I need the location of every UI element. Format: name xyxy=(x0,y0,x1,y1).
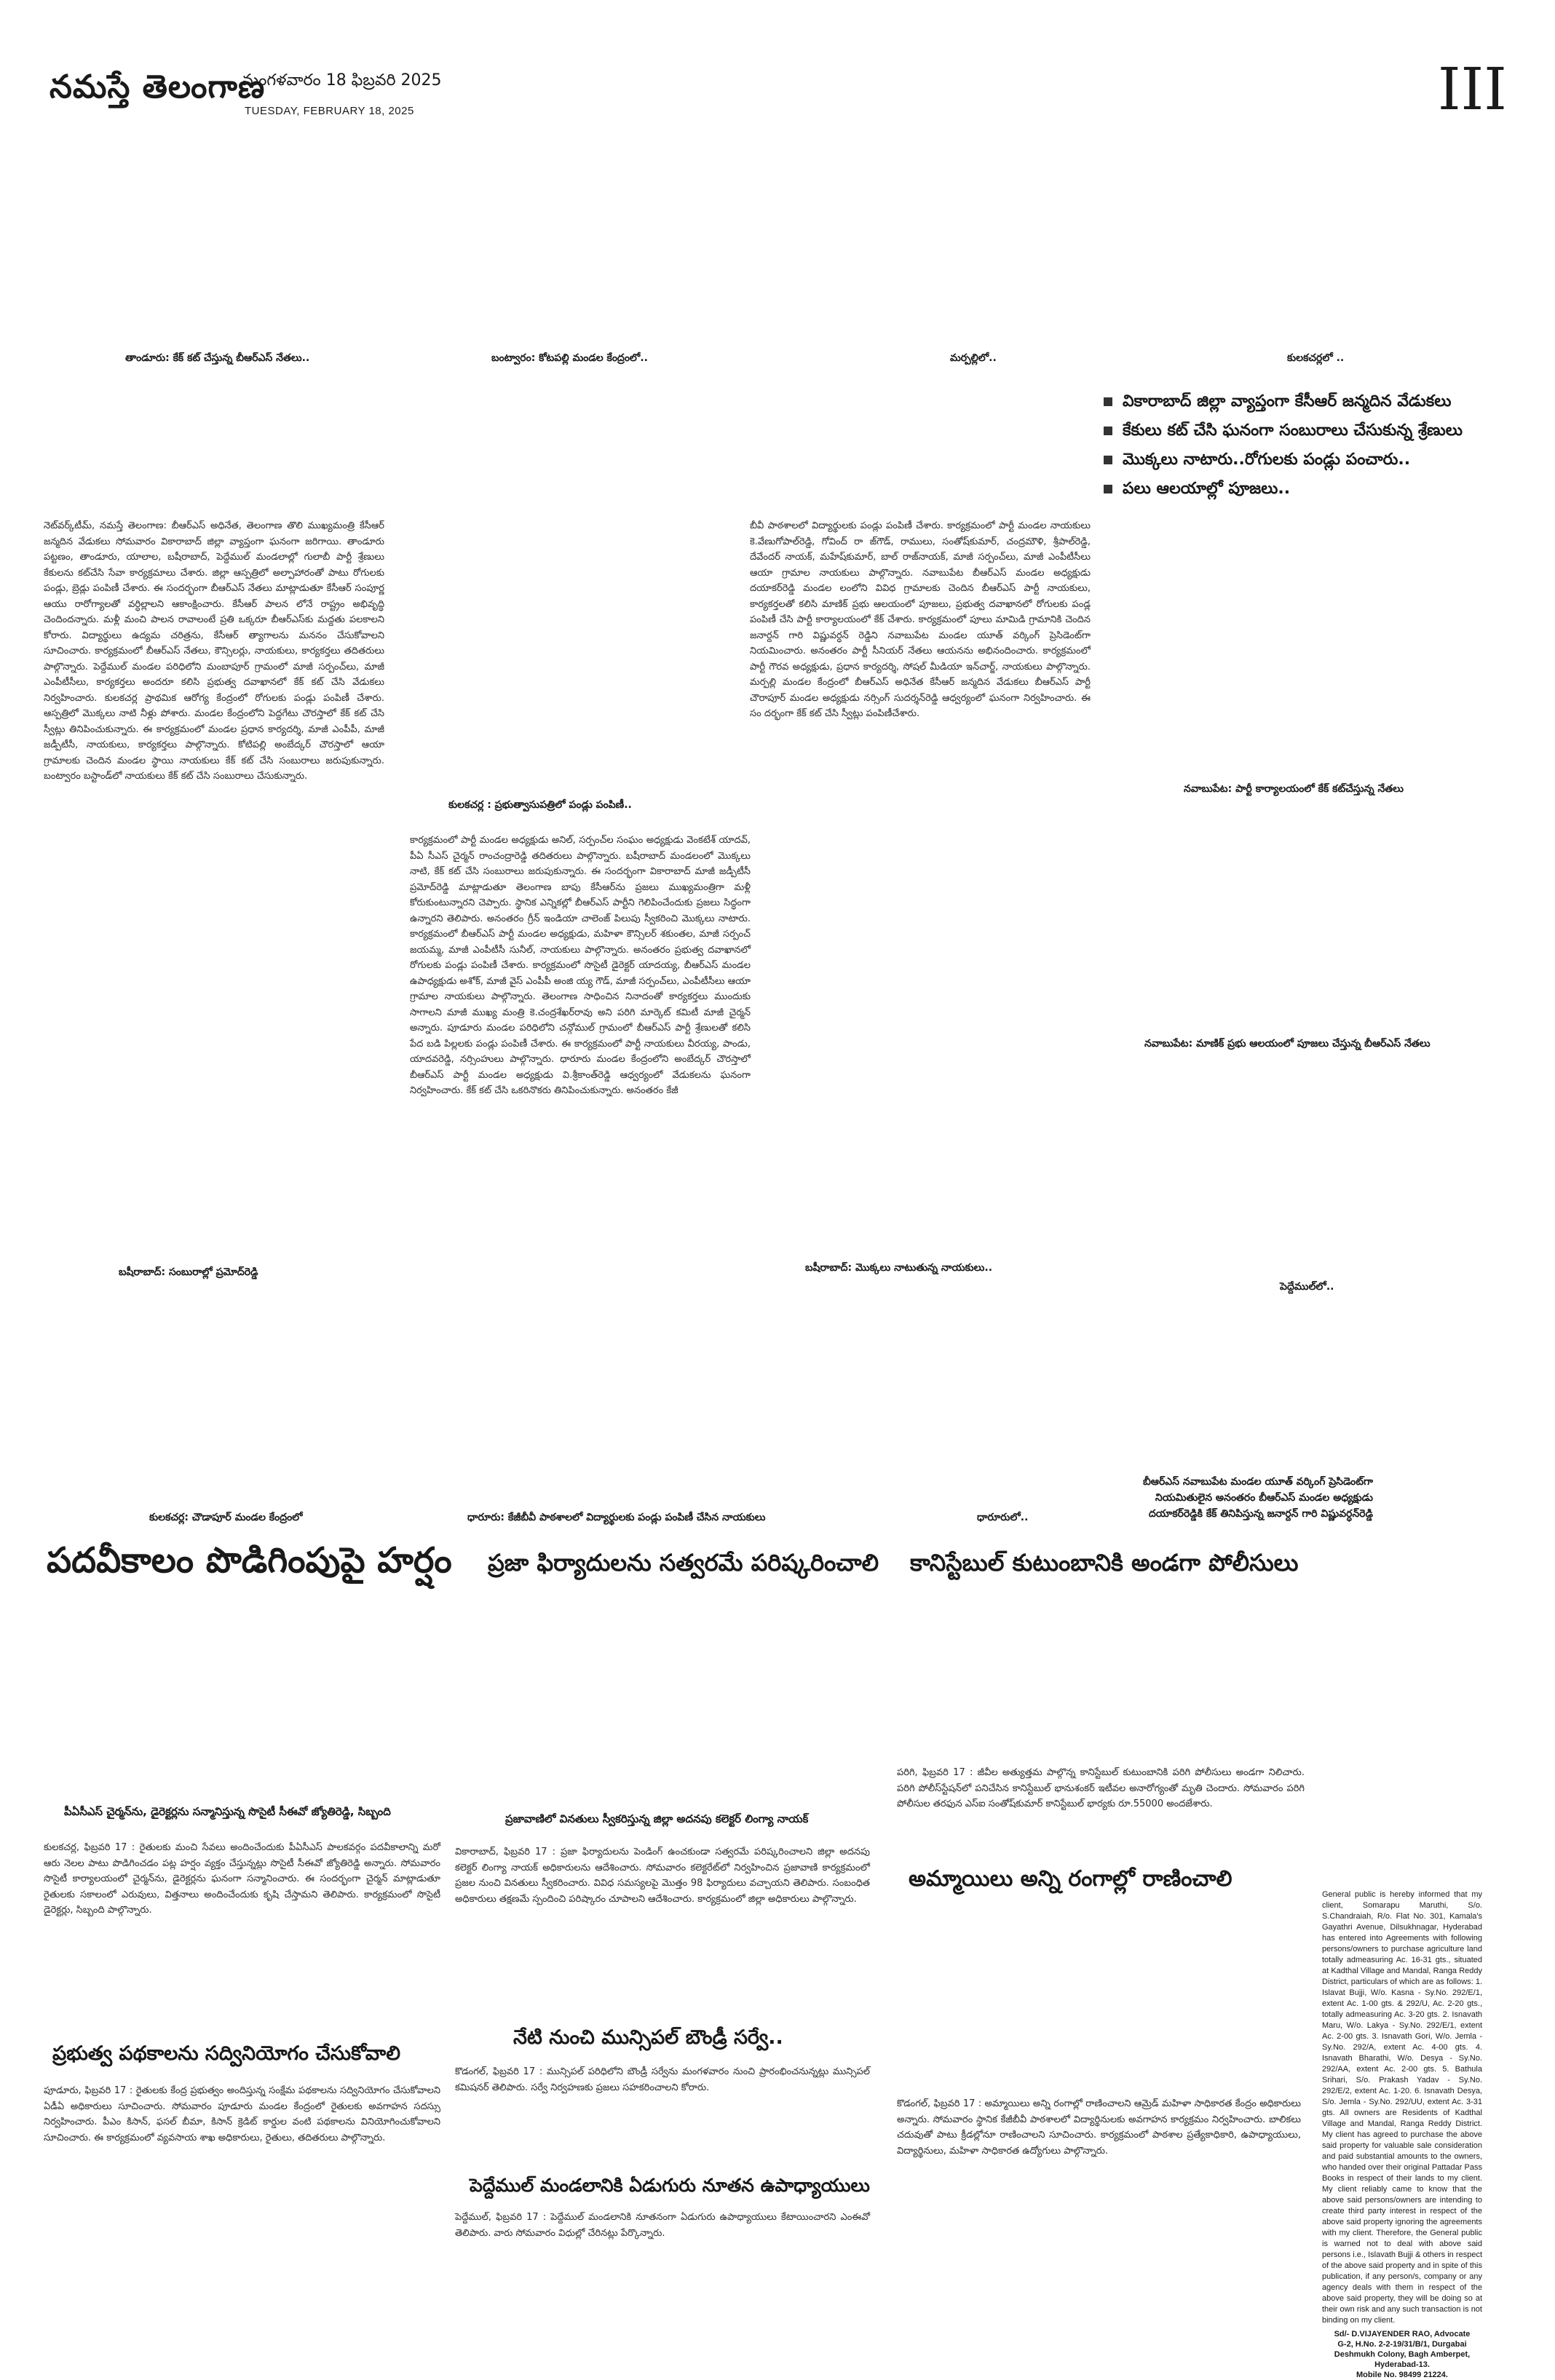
highlight-item xyxy=(1104,475,1463,504)
headline-govt-schemes: ప్రభుత్వ పథకాలను సద్వినియోగం చేసుకోవాలి xyxy=(52,2042,400,2065)
photo-caption: బషీరాబాద్: సంబురాల్లో ప్రమోద్‌రెడ్డి xyxy=(119,1266,258,1278)
photo-caption: నవాబుపేట: మాణిక్ ప్రభు ఆలయంలో పూజలు చేస్తున్న బీఆర్ఎస్ నేతలు xyxy=(1144,1038,1431,1050)
photo-caption: ధారూరులో.. xyxy=(977,1512,1029,1523)
bullet-square-icon xyxy=(1104,485,1112,493)
caption-line: బీఆర్ఎస్ నవాబుపేట మండల యూత్ వర్కింగ్ ప్రెసిడెంట్‌గా xyxy=(1143,1476,1373,1488)
photo-caption: కులకచర్ల : ప్రభుత్వాసుపత్రిలో పండ్లు పంపిణీ.. xyxy=(448,799,632,811)
photo-caption: బషీరాబాద్: మొక్కలు నాటుతున్న నాయకులు.. xyxy=(805,1262,993,1274)
story-term-extension-body: కులకచర్ల, ఫిబ్రవరి 17 : రైతులకు మంచి సేవలు అందించేందుకు పీఏసీఎస్ పాలకవర్గం పదవీకాలాన్ని మరో ఆరు నెలల పాటు పొడిగించడం పట్ల హర్షం వ్యక్తం చేస్తున్నట్లు సొసైటీ సీఈవో జ్యోతిరెడ్డి అన్నారు. సోమవారం సొసైటీ కార్యాలయంలో చైర్మన్‌ను, డైరెక్టర్లను ఘనంగా సన్మానించారు. ఈ సందర్భంగా చైర్మన్ మాట్లాడుతూ రైతులకు సకాలంలో ఎరువులు, విత్తనాలు అందించేందుకు కృషి చేస్తామని తెలిపారు. కార్యక్రమంలో సొసైటీ డైరెక్టర్లు, సిబ్బంది పాల్గొన్నారు. xyxy=(44,1842,440,1916)
page-number: III xyxy=(1438,55,1507,123)
photo-caption: పీఏసీఎస్ చైర్మన్‌ను, డైరెక్టర్లను సన్మానిస్తున్న సొసైటీ సీఈవో జ్యోతిరెడ్డి, సిబ్బంది xyxy=(64,1805,391,1818)
photo-caption: ప్రజావాణిలో వినతులు స్వీకరిస్తున్న జిల్లా అదనపు కలెక్టర్ లింగ్యా నాయక్ xyxy=(505,1812,809,1825)
highlight-text: వికారాబాద్ జిల్లా వ్యాప్తంగా కేసీఆర్ జన్మదిన వేడుకలు xyxy=(1123,392,1452,410)
story-public-complaints-body: వికారాబాద్, ఫిబ్రవరి 17 : ప్రజా ఫిర్యాదులను పెండింగ్ ఉంచకుండా సత్వరమే పరిష్కరించాలని జిల్లా అదనపు కలెక్టర్ లింగ్యా నాయక్ అధికారులను ఆదేశించారు. సోమవారం కలెక్టరేట్‌లో నిర్వహించిన ప్రజావాణి కార్యక్రమంలో ప్రజల నుంచి వినతులు స్వీకరించారు. వివిధ సమస్యలపై మొత్తం 98 ఫిర్యాదులు వచ్చాయని తెలిపారు. సంబంధిత అధికారులు తక్షణమే స్పందించి పరిష్కారం చూపాలని ఆదేశించారు. కార్యక్రమంలో జిల్లా అధికారులు పాల్గొన్నారు. xyxy=(455,1847,870,1905)
highlight-item xyxy=(1104,416,1463,445)
headline-girls-excel: అమ్మాయిలు అన్ని రంగాల్లో రాణించాలి xyxy=(909,1866,1232,1892)
photo-caption: మర్పల్లిలో.. xyxy=(950,352,997,364)
newspaper-logo: నమస్తే తెలంగాణ xyxy=(50,68,266,106)
highlight-text: కేకులు కట్ చేసి ఘనంగా సంబురాలు చేసుకున్న శ్రేణులు xyxy=(1123,421,1463,440)
headline-police-support: కానిస్టేబుల్ కుటుంబానికి అండగా పోలీసులు xyxy=(910,1549,1299,1576)
highlights-list xyxy=(1104,387,1463,504)
headline-new-teachers: పెద్దేముల్ మండలానికి ఏడుగురు నూతన ఉపాధ్యాయులు xyxy=(470,2175,870,2196)
highlight-text: పలు ఆలయాల్లో పూజలు.. xyxy=(1123,480,1291,498)
story-police-support-body: పరిగి, ఫిబ్రవరి 17 : జీవీల అత్యుత్తమ పాల్గొన్న కానిస్టేబుల్ కుటుంబానికి పరిగి పోలీసులు అండగా నిలిచారు. పరిగి పోలీస్‌స్టేషన్‌లో పనిచేసిన కానిస్టేబుల్ భానుశంకర్ ఇటీవల అనారోగ్యంతో మృతి చెందారు. సోమవారం పరిగి పోలీసుల తరఫున ఎస్ఐ సంతోష్‌కుమార్ కానిస్టేబుల్ భార్యకు రూ.55000 అందజేశారు. xyxy=(897,1767,1305,1809)
story-boundary-survey-body: కొడంగల్, ఫిబ్రవరి 17 : మున్సిపల్ పరిధిలోని బౌండ్రీ సర్వేను మంగళవారం నుంచి ప్రారంభించనున్నట్లు మున్సిపల్ కమిషనర్ తెలిపారు. సర్వే నిర్వహణకు ప్రజలు సహకరించాలని కోరారు. xyxy=(455,2066,870,2093)
bullet-square-icon xyxy=(1104,427,1112,435)
bullet-square-icon xyxy=(1104,456,1112,464)
caption-line: దయాకర్‌రెడ్డికి కేక్ తినిపిస్తున్న జనార్దన్ గారి విష్ణువర్ధన్‌రెడ్డి xyxy=(1148,1508,1373,1520)
article-column-3: బీవీ పాఠశాలలో విద్యార్థులకు పండ్లు పంపిణీ చేశారు. కార్యక్రమంలో పార్టీ మండల నాయకులు కె.వేణుగోపాల్‌రెడ్డి, గోవింద్ రా జ్‌గౌడ్, రాములు, సంతోష్‌కుమార్, చంద్రమౌళి, శ్రీపాల్‌రెడ్డి, దేవేందర్ నాయక్, మహేష్‌కుమార్, బాల్ రాజ్‌నాయక్, మాజీ సర్పంచ్‌లు, మాజీ ఎంపీటీసీలు ఆయా గ్రామాల నాయకులు పాల్గొన్నారు. నవాబుపేట బీఆర్ఎస్ మండల అధ్యక్షుడు దయాకర్‌రెడ్డి మండల లంలోని వివిధ గ్రామాలకు చెందిన బీఆర్ఎస్ పార్టీ నాయకులు, కార్యకర్తలతో కలిసి మాణిక్ ప్రభు ఆలయంలో పూజలు, ప్రభుత్వ దవాఖానలో రోగులకు పండ్ల పంపిణీ చేసి పార్టీ కార్యాలయంలో కేక్ చేశారు. కార్యక్రమంలో పూలు మామిడి గ్రామానికి చెందిన జనార్దన్ గారి విష్ణువర్ధన్ రెడ్డిని నవాబుపేట మండల యూత్ వర్కింగ్ ప్రెసిడెంట్‌గా నియమించారు. అనంతరం పార్టీ సీనియర్ నేతలు ఆయనను అభినందించారు. కార్యక్రమంలో పార్టీ గౌరవ అధ్యక్షుడు, ప్రధాన కార్యదర్శి, సోషల్ మీడియా ఇన్‌చార్జ్, నాయకులు పాల్గొన్నారు. మర్పల్లి మండల కేంద్రంలో బీఆర్ఎస్ అధినేత కేసీఆర్ జన్మదిన వేడుకలు బీఆర్ఎస్ పార్టీ చౌరాపూర్ మండల అధ్యక్షుడు నర్సింగ్ సుదర్శన్‌రెడ్డి ఆధ్వర్యంలో ఘనంగా నిర్వహించారు. ఈ సం దర్భంగా కేక్ కట్ చేసి స్వీట్లు పంపిణీచేశారు. xyxy=(750,520,1091,719)
headline-term-extension: పదవీకాలం పొడిగింపుపై హర్షం xyxy=(47,1540,452,1581)
story-girls-excel-body: కొడంగల్, ఫిబ్రవరి 17 : అమ్మాయిలు అన్ని రంగాల్లో రాణించాలని ఆమ్రెడ్ మహిళా సాధికారత కేంద్రం అధికారులు అన్నారు. సోమవారం స్థానిక కేజీబీవీ పాఠశాలలో విద్యార్థినులకు అవగాహన కార్యక్రమం నిర్వహించారు. బాలికలు చదువుతో పాటు క్రీడల్లోనూ రాణించాలని సూచించారు. కార్యక్రమంలో పాఠశాల ప్రత్యేకాధికారి, ఉపాధ్యాయులు, విద్యార్థినులు, మహిళా సాధికారత ఉద్యోగులు పాల్గొన్నారు. xyxy=(897,2098,1301,2157)
legal-notice-mobile: Mobile No. 98499 21224. xyxy=(1356,2371,1448,2379)
date-english: TUESDAY, FEBRUARY 18, 2025 xyxy=(245,105,414,117)
photo-caption: ధారూరు: కేజీబీవీ పాఠశాలలో విద్యార్థులకు పండ్లు పంపిణీ చేసిన నాయకులు xyxy=(467,1512,766,1523)
story-govt-schemes-body: పూడూరు, ఫిబ్రవరి 17 : రైతులకు కేంద్ర ప్రభుత్వం అందిస్తున్న సంక్షేమ పథకాలను సద్వినియోగం చేసుకోవాలని ఏడీఏ అధికారులు సూచించారు. సోమవారం పూడూరు మండల కేంద్రంలో రైతులకు అవగాహన సదస్సు నిర్వహించారు. పీఎం కిసాన్, ఫసల్ బీమా, కిసాన్ క్రెడిట్ కార్డుల వంటి పథకాలను వినియోగించుకోవాలని సూచించారు. ఈ కార్యక్రమంలో వ్యవసాయ శాఖ అధికారులు, రైతులు, తదితరులు పాల్గొన్నారు. xyxy=(44,2085,440,2143)
date-telugu: మంగళవారం 18 ఫిబ్రవరి 2025 xyxy=(242,71,442,90)
legal-notice-body: General public is hereby informed that my client, Somarapu Maruthi, S/o. S.Chandraiah, R/o. Flat No. 301, Kamala's Gayathri Avenue, Dilsukhnagar, Hyderabad has entered into Agreements with following persons/owners to purchase agriculture land totally admeasuring Ac. 16-31 gts., situated at Kadthal Village and Mandal, Ranga Reddy District, particulars of which are as follows: 1. Islavat Bujji, W/o. Kasna - Sy.No. 292/E/1, extent Ac. 1-00 gts. & 292/U, Ac. 2-20 gts., totally admeasuring Ac. 3-20 gts. 2. Isnavath Maru, W/o. Lakya - Sy.No. 292/E/1, extent Ac. 2-00 gts. 3. Isnavath Gori, W/o. Jemla - Sy.No. 292/A, extent Ac. 4-00 gts. 4. Isnavath Bharathi, W/o. Desya - Sy.No. 292/AA, extent Ac. 2-00 gts. 5. Bathula Srihari, S/o. Prakash Yadav - Sy.No. 292/E/2, extent Ac. 1-20. 6. Isnavath Desya, S/o. Jemla - Sy.No. 292/UU, extent Ac. 3-31 gts. All owners are Residents of Kadthal Village and Mandal, Ranga Reddy District. My client has agreed to purchase the above said property for valuable sale consideration and paid substantial amounts to the owners, who handed over their original Pattadar Pass Books in respect of their lands to my client. My client reliably came to know that the above said persons/owners are intending to create third party interest in respect of the above said property ignoring the agreements with my client. Therefore, the General public is warned not to deal with above said persons i.e., Islavath Bujji & others in respect of the above said property and in spite of this publication, if any person/s, company or any agency deals with them in respect of the above said property, they will be doing so at their own risk and any such transaction is not binding on my client. xyxy=(1322,1890,1482,2325)
photo-caption: బంట్వారం: కోటపల్లి మండల కేంద్రంలో.. xyxy=(491,352,648,364)
headline-boundary-survey: నేటి నుంచి మున్సిపల్ బౌండ్రీ సర్వే.. xyxy=(513,2026,783,2049)
photo-caption: కులకచర్లలో .. xyxy=(1287,352,1345,364)
story-new-teachers-body: పెద్దేముల్, ఫిబ్రవరి 17 : పెద్దేముల్ మండలానికి నూతనంగా ఏడుగురు ఉపాధ్యాయులు కేటాయించారని ఎంఈవో తెలిపారు. వారు సోమవారం విధుల్లో చేరినట్లు పేర్కొన్నారు. xyxy=(455,2212,870,2239)
photo-caption-multiline xyxy=(1143,1474,1373,1522)
highlight-text: మొక్కలు నాటారు..రోగులకు పండ్లు పంచారు.. xyxy=(1123,451,1411,469)
photo-caption: కులకచర్ల: చౌడాపూర్ మండల కేంద్రంలో xyxy=(149,1512,303,1523)
photo-caption: పెద్దేముల్‌లో.. xyxy=(1280,1281,1334,1293)
bullet-square-icon xyxy=(1104,397,1112,406)
legal-notice-signatory: Sd/- D.VIJAYENDER RAO, Advocate xyxy=(1334,2330,1471,2339)
article-column-2: కార్యక్రమంలో పార్టీ మండల అధ్యక్షుడు అనిల్, సర్పంచ్‌ల సంఘం అధ్యక్షుడు వెంకటేశ్ యాదవ్, పీఏ సీఎస్ చైర్మన్ రాంచంద్రారెడ్డి తదితరులు పాల్గొన్నారు. బషీరాబాద్ మండలంలో మొక్కలు నాటి, కేక్ కట్ చేసి సంబురాలు జరుపుకున్నారు. ఈ సందర్భంగా వికారాబాద్ మాజీ జడ్పీటీసీ ప్రమోద్‌రెడ్డి మాట్లాడుతూ తెలంగాణ బాపు కేసీఆర్‌ను ప్రజలు ముఖ్యమంత్రిగా మళ్లీ కోరుకుంటున్నారని చెప్పారు. స్థానిక ఎన్నికల్లో బీఆర్ఎస్ పార్టీని గెలిపించేందుకు ప్రజలు సిద్ధంగా ఉన్నారని తెలిపారు. అనంతరం గ్రీన్ ఇండియా చాలెంజ్ పిలుపు స్వీకరించి మొక్కలు నాటారు. కార్యక్రమంలో బీఆర్ఎస్ పార్టీ మండల అధ్యక్షుడు, మహిళా కౌన్సిలర్ శకుంతల, మాజీ సర్పంచ్ జయమ్మ, మాజీ ఎంపీటీసీ సునీల్, నాయకులు పాల్గొన్నారు. అనంతరం ప్రభుత్వ దవాఖానలో రోగులకు పండ్లు పంపిణీ చేశారు. కార్యక్రమంలో సొసైటీ డైరెక్టర్ యాదయ్య, బీఆర్ఎస్ మండల ఉపాధ్యక్షుడు అశోక్, మాజీ వైస్ ఎంపీపీ అంజి య్య గౌడ్, మాజీ సర్పంచ్‌లు, ఎంపీటీసీలు ఆయా గ్రామాల నాయకులు పాల్గొన్నారు. తెలంగాణ సాధించిన నినాదంతో కార్యకర్తలు ముందుకు సాగాలని మాజీ ముఖ్య మంత్రి కె.చంద్రశేఖర్‌రావు అని పరిగి మార్కెట్ కమిటీ మాజీ చైర్మన్ అన్నారు. పూడూరు మండల పరిధిలోని చన్గోముల్ గ్రామంలో బీఆర్ఎస్ పార్టీ శ్రేణులతో కలిసి పేద బడి పిల్లలకు పండ్లు పంపిణీ చేశారు. ఈ కార్యక్రమంలో పార్టీ నాయకులు వీరయ్య, పాండు, యాదవరెడ్డి, నర్సింహులు పాల్గొన్నారు. ధారూరు మండల కేంద్రంలోని అంబేద్కర్ చౌరస్తాలో బీఆర్ఎస్ పార్టీ మండల అధ్యక్షుడు వి.శ్రీకాంత్‌రెడ్డి ఆధ్వర్యంలో వేడుకలను ఘనంగా నిర్వహించారు. కేక్ కట్ చేసి ఒకరినొకరు తినిపించుకున్నారు. అనంతరం కేజీ xyxy=(410,835,751,1096)
photo-caption: నవాబుపేట: పార్టీ కార్యాలయంలో కేక్ కట్‌చేస్తున్న నేతలు xyxy=(1184,783,1404,795)
article-column-1: నెట్‌వర్క్‌టీమ్, నమస్తే తెలంగాణ: బీఆర్ఎస్ అధినేత, తెలంగాణ తొలి ముఖ్యమంత్రి కేసీఆర్ జన్మదిన వేడుకలు సోమవారం వికారాబాద్ జిల్లా వ్యాప్తంగా ఘనంగా జరిగాయి. తాండూరు పట్టణం, తాండూరు, యాలాల, బషీరాబాద్, పెద్దేముల్ మండలాల్లో గులాబీ పార్టీ శ్రేణులు కేకులను కట్‌చేసి సేవా కార్యక్రమాలు చేశారు. జిల్లా ఆస్పత్రిలో అల్పాహారంతో పాటు రోగులకు పండ్లు, బ్రెడ్లు పంపిణీ చేశారు. ఈ సందర్భంగా బీఆర్ఎస్ నేతలు మాట్లాడుతూ కేసీఆర్ సంపూర్ణ ఆయు రారోగ్యాలతో వర్ధిల్లాలని ఆకాంక్షించారు. కేసీఆర్ పాలన లోనే రాష్ట్రం అభివృద్ధి చెందిందన్నారు. మళ్లీ మంచి పాలన రావాలంటే ప్రతి ఒక్కరూ బీఆర్ఎస్‌కు మద్దతు పలకాలని కోరారు. విద్యార్థులు ఉద్యమ చరిత్రను, కేసీఆర్ త్యాగాలను మననం చేసుకోవాలని సూచించారు. కార్యక్రమంలో బీఆర్ఎస్ నేతలు, కౌన్సిలర్లు, నాయకులు, కార్యకర్తలు తదితరులు పాల్గొన్నారు. పెద్దేముల్ మండల పరిధిలోని మంబాపూర్ గ్రామంలో మాజీ సర్పంచ్‌లు, మాజీ ఎంపీటీసీలు, కార్యకర్తలు అందరూ కలిసి ప్రభుత్వ దవాఖానలో కేక్ కట్ చేసి వేడుకలు నిర్వహించారు. కులకచర్ల ప్రాథమిక ఆరోగ్య కేంద్రంలో రోగులకు పండ్లు పంపిణీ చేశారు. ఆస్పత్రిలో మొక్కలు నాటి నీళ్లు పోశారు. మండల కేంద్రంలోని పెద్దగేటు చౌరస్తాలో కేక్ కట్ చేసి స్వీట్లు తినిపించుకున్నారు. ఈ కార్యక్రమంలో మండల ప్రధాన కార్యదర్శి, మాజీ ఎంపీపీ, మాజీ జడ్పీటీసీ, నాయకులు, కార్యకర్తలు పాల్గొన్నారు. కోటిపల్లి అంబేద్కర్ చౌరస్తాలో ఆయా గ్రామాలకు చెందిన మండల స్థాయి నాయకులు కేక్ కట్ చేసి సంబురాలు జరుపుకున్నారు. బంట్వారం బస్టాండ్‌లో నాయకులు కేక్ కట్ చేసి సంబురాలు చేసుకున్నారు. xyxy=(44,520,384,782)
caption-line: నియమితులైన అనంతరం బీఆర్ఎస్ మండల అధ్యక్షుడు xyxy=(1155,1492,1373,1504)
photo-caption: తాండూరు: కేక్ కట్ చేస్తున్న బీఆర్ఎస్ నేతలు.. xyxy=(125,352,310,364)
legal-notice xyxy=(1322,1889,1482,2379)
highlight-item xyxy=(1104,445,1463,475)
headline-public-complaints: ప్రజా ఫిర్యాదులను సత్వరమే పరిష్కరించాలి xyxy=(488,1549,879,1576)
legal-notice-address: G-2, H.No. 2-2-19/31/B/1, Durgabai Deshmukh Colony, Bagh Amberpet, Hyderabad-13. xyxy=(1334,2340,1471,2369)
highlight-item xyxy=(1104,387,1463,416)
